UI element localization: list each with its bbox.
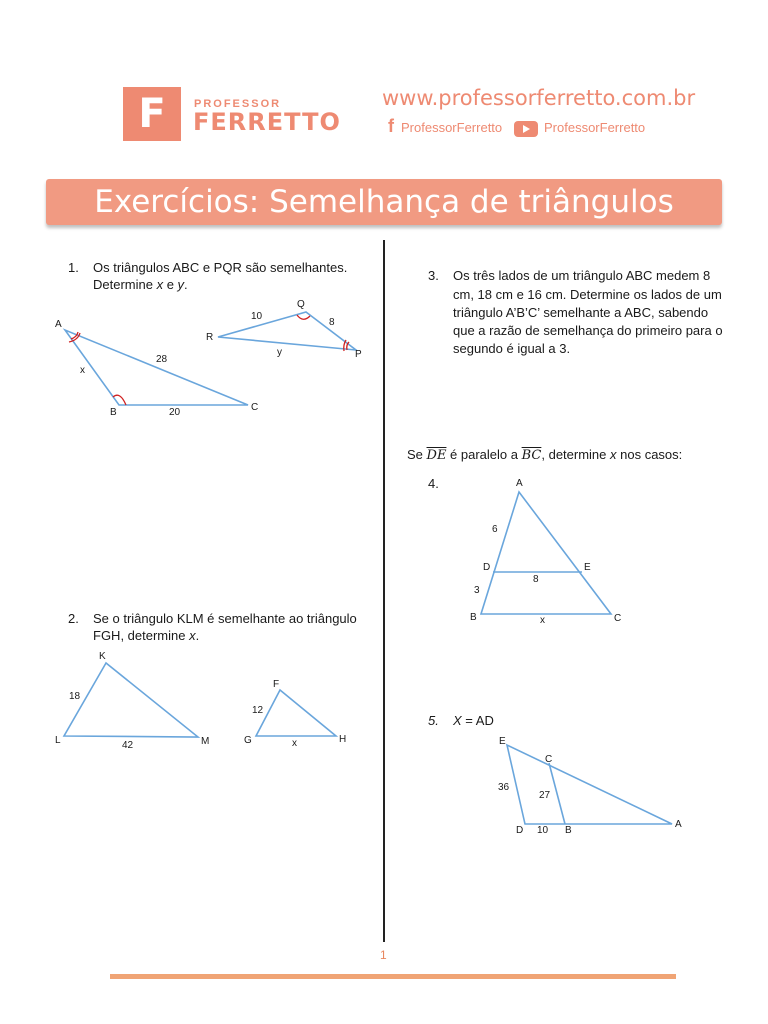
q2-line1: Se o triângulo KLM é semelhante ao triângulo [93, 611, 357, 626]
q2-triangle-fgh [256, 690, 336, 736]
logo-text-small: PROFESSOR [194, 98, 282, 110]
q2-label-12: 12 [252, 705, 264, 716]
q2-triangle-klm [64, 663, 198, 737]
q5-label-d: D [516, 825, 524, 836]
logo-mark: F [123, 87, 181, 141]
q4-label-8: 8 [533, 574, 539, 585]
youtube-link[interactable]: ProfessorFerretto [544, 120, 646, 135]
q1-label-b: B [110, 407, 117, 418]
q5-label-10: 10 [537, 825, 549, 836]
q1-label-p: P [355, 349, 362, 360]
q5-label-c: C [545, 754, 553, 765]
q5-caption: X = AD [453, 713, 494, 728]
q1-label-c: C [251, 402, 259, 413]
q5-number: 5. [428, 713, 439, 728]
q2-label-18: 18 [69, 691, 81, 702]
q3-line2: cm, 18 cm e 16 cm. Determine os lados de um [453, 287, 722, 302]
q2-label-k: K [99, 651, 106, 662]
q4-label-x: x [540, 615, 545, 626]
q5-triangle-ead [507, 745, 672, 824]
logo-text-big: FERRETTO [193, 108, 341, 136]
q3-line4: que a razão de semelhança do primeiro para o [453, 323, 723, 338]
q3-number: 3. [428, 268, 439, 283]
parallel-instruction: Se $\overline{DE}$ é paralelo a $\overline{BC}$, determine x nos casos: [407, 447, 683, 463]
q1-triangle-pqr [218, 312, 356, 350]
q1-label-x: x [80, 365, 85, 376]
q4-label-3: 3 [474, 585, 480, 596]
website-link[interactable]: www.professorferretto.com.br [382, 86, 696, 110]
q4-label-e: E [584, 562, 591, 573]
q3-line5: segundo é igual a 3. [453, 341, 571, 356]
q2-number: 2. [68, 611, 79, 626]
q4-label-d: D [483, 562, 491, 573]
q1-triangle-abc [65, 330, 248, 405]
facebook-icon: f [388, 116, 394, 136]
q5-label-27: 27 [539, 790, 551, 801]
q4-number: 4. [428, 476, 439, 491]
q3-line3: triângulo A’B’C’ semelhante a ABC, sabendo [453, 305, 709, 320]
q1-label-y: y [277, 347, 282, 358]
page-title: Exercícios: Semelhança de triângulos [46, 179, 722, 225]
q2-label-x: x [292, 738, 297, 749]
q1-angle-mark-q [297, 315, 310, 319]
q2-label-g: G [244, 735, 252, 746]
q4-label-b: B [470, 612, 477, 623]
q2-label-f: F [273, 679, 280, 690]
q1-number: 1. [68, 260, 79, 275]
footer-line [110, 974, 676, 979]
q2-label-42: 42 [122, 740, 134, 751]
q4-label-c: C [614, 613, 622, 624]
q1-label-a: A [55, 319, 62, 330]
q5-label-b: B [565, 825, 572, 836]
facebook-link[interactable]: ProfessorFerretto [401, 120, 503, 135]
q1-label-28: 28 [156, 354, 168, 365]
q1-label-r: R [206, 332, 214, 343]
q1-line1: Os triângulos ABC e PQR são semelhantes. [93, 260, 348, 275]
q2-label-m: M [201, 736, 210, 747]
q2-label-h: H [339, 734, 347, 745]
q3-line1: Os três lados de um triângulo ABC medem 8 [453, 268, 711, 283]
q5-label-a: A [675, 819, 682, 830]
q4-label-6: 6 [492, 524, 498, 535]
q1-line2: Determine x e y. [93, 277, 188, 292]
q5-label-e: E [499, 736, 506, 747]
q4-label-a: A [516, 478, 523, 489]
q1-label-20: 20 [169, 407, 181, 418]
q1-label-8: 8 [329, 317, 335, 328]
q4-triangle-abc [481, 492, 611, 614]
q5-label-36: 36 [498, 782, 510, 793]
page-number: 1 [380, 948, 387, 962]
q2-label-l: L [55, 735, 61, 746]
q1-label-q: Q [297, 299, 305, 310]
q1-label-10: 10 [251, 311, 263, 322]
q2-line2: FGH, determine x. [93, 628, 200, 643]
